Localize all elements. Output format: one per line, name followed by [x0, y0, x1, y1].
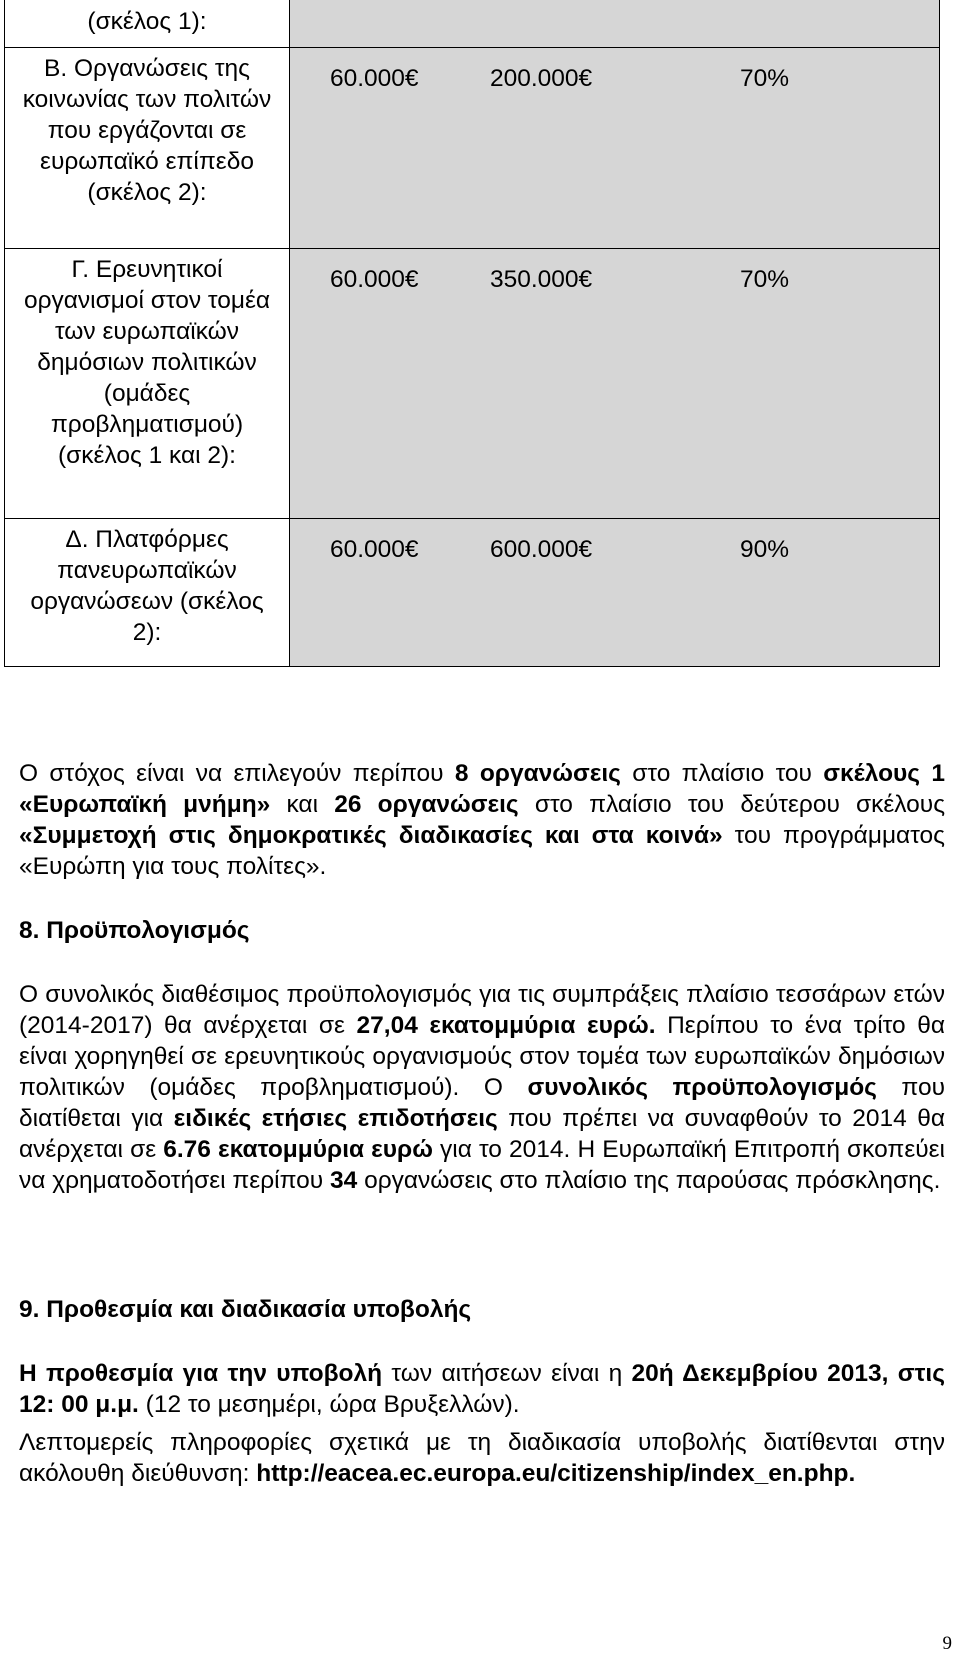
- bold-run: 20ή Δεκεμβρίου 2013, στις 12: 00 μ.μ.: [19, 1360, 945, 1418]
- bold-run: 6.76 εκατομμύρια ευρώ: [163, 1136, 433, 1163]
- target-paragraph: [19, 758, 945, 882]
- text-run: του προγράμματος «Ευρώπη για τους πολίτες».: [19, 822, 945, 880]
- category-cell: Δ. Πλατφόρμες πανευρωπαϊκών οργανώσεων (σκέλος 2):: [5, 519, 290, 667]
- min-grant: 60.000€: [330, 65, 419, 92]
- text-run: που πρέπει να συναφθούν το 2014 θα ανέρχεται σε: [19, 1105, 945, 1163]
- bold-run: σκέλους 1 «Ευρωπαϊκή μνήμη»: [19, 760, 945, 818]
- category-cell: Β. Οργανώσεις της κοινωνίας των πολιτών που εργάζονται σε ευρωπαϊκό επίπεδο (σκέλος 2):: [5, 48, 290, 249]
- text-run: στο πλαίσιο του: [620, 760, 824, 787]
- text-run: των αιτήσεων είναι η: [382, 1360, 632, 1387]
- table-row: [5, 249, 940, 519]
- bold-run: 26 οργανώσεις: [334, 791, 519, 818]
- max-grant: 200.000€: [490, 65, 593, 92]
- bold-run: «Συμμετοχή στις δημοκρατικές διαδικασίες και στα κοινά»: [19, 822, 723, 849]
- category-cell: (σκέλος 1):: [5, 0, 290, 48]
- cofinancing-rate: 90%: [740, 536, 790, 563]
- category-cell: Γ. Ερευνητικοί οργανισμοί στον τομέα των ευρωπαϊκών δημόσιων πολιτικών (ομάδες προβληματισμού) (σκέλος 1 και 2):: [5, 249, 290, 519]
- min-grant: 60.000€: [330, 266, 419, 293]
- text-run: για το 2014. Η Ευρωπαϊκή Επιτροπή σκοπεύει να χρηματοδοτήσει περίπου: [19, 1136, 945, 1194]
- cofinancing-rate: 70%: [740, 266, 790, 293]
- grant-table: [4, 0, 940, 667]
- values-cell: [290, 48, 940, 249]
- values-cell: [290, 0, 940, 48]
- text-run: στο πλαίσιο του δεύτερου σκέλους: [518, 791, 946, 818]
- text-run: που διατίθεται για: [19, 1074, 945, 1132]
- section-heading-budget: 8. Προϋπολογισμός: [19, 917, 250, 944]
- text-run: Ο συνολικός διαθέσιμος προϋπολογισμός για τις συμπράξεις πλαίσιο τεσσάρων ετών (2014-2017) θα ανέρχεται σε: [19, 981, 945, 1039]
- submission-url[interactable]: http://eacea.ec.europa.eu/citizenship/index_en.php.: [256, 1460, 856, 1487]
- bold-run: συνολικός προϋπολογισμός: [527, 1074, 877, 1101]
- text-run: οργανώσεις στο πλαίσιο της παρούσας πρόσκλησης.: [357, 1167, 941, 1194]
- min-grant: 60.000€: [330, 536, 419, 563]
- max-grant: 600.000€: [490, 536, 593, 563]
- max-grant: 350.000€: [490, 266, 593, 293]
- bold-run: Η προθεσμία για την υποβολή: [19, 1360, 383, 1387]
- values-cell: [290, 519, 940, 667]
- page-number: 9: [942, 1633, 952, 1654]
- bold-run: 8 οργανώσεις: [454, 760, 621, 787]
- deadline-paragraph: [19, 1358, 945, 1420]
- text-run: (12 το μεσημέρι, ώρα Βρυξελλών).: [138, 1391, 520, 1418]
- text-run: Ο στόχος είναι να επιλεγούν περίπου: [19, 760, 455, 787]
- text-run: Λεπτομερείς πληροφορίες σχετικά με τη διαδικασία υποβολής διατίθενται στην ακόλουθη διεύθυνση:: [19, 1429, 945, 1487]
- table-row: [5, 0, 940, 48]
- text-run: και: [270, 791, 335, 818]
- bold-run: ειδικές ετήσιες επιδοτήσεις: [173, 1105, 498, 1132]
- text-run: Περίπου το ένα τρίτο θα είναι χορηγηθεί σε ερευνητικούς οργανισμούς στον τομέα των ευρωπαϊκών δημόσιων πολιτικών (ομάδες προβληματισμού). Ο: [19, 1012, 945, 1101]
- bold-run: 34: [330, 1167, 358, 1194]
- bold-run: 27,04 εκατομμύρια ευρώ.: [356, 1012, 656, 1039]
- section-heading-deadline: 9. Προθεσμία και διαδικασία υποβολής: [19, 1296, 472, 1323]
- submission-info-paragraph: [19, 1427, 945, 1489]
- cofinancing-rate: 70%: [740, 65, 790, 92]
- values-cell: [290, 249, 940, 519]
- table-row: [5, 48, 940, 249]
- budget-paragraph: [19, 979, 945, 1196]
- table-row: [5, 519, 940, 667]
